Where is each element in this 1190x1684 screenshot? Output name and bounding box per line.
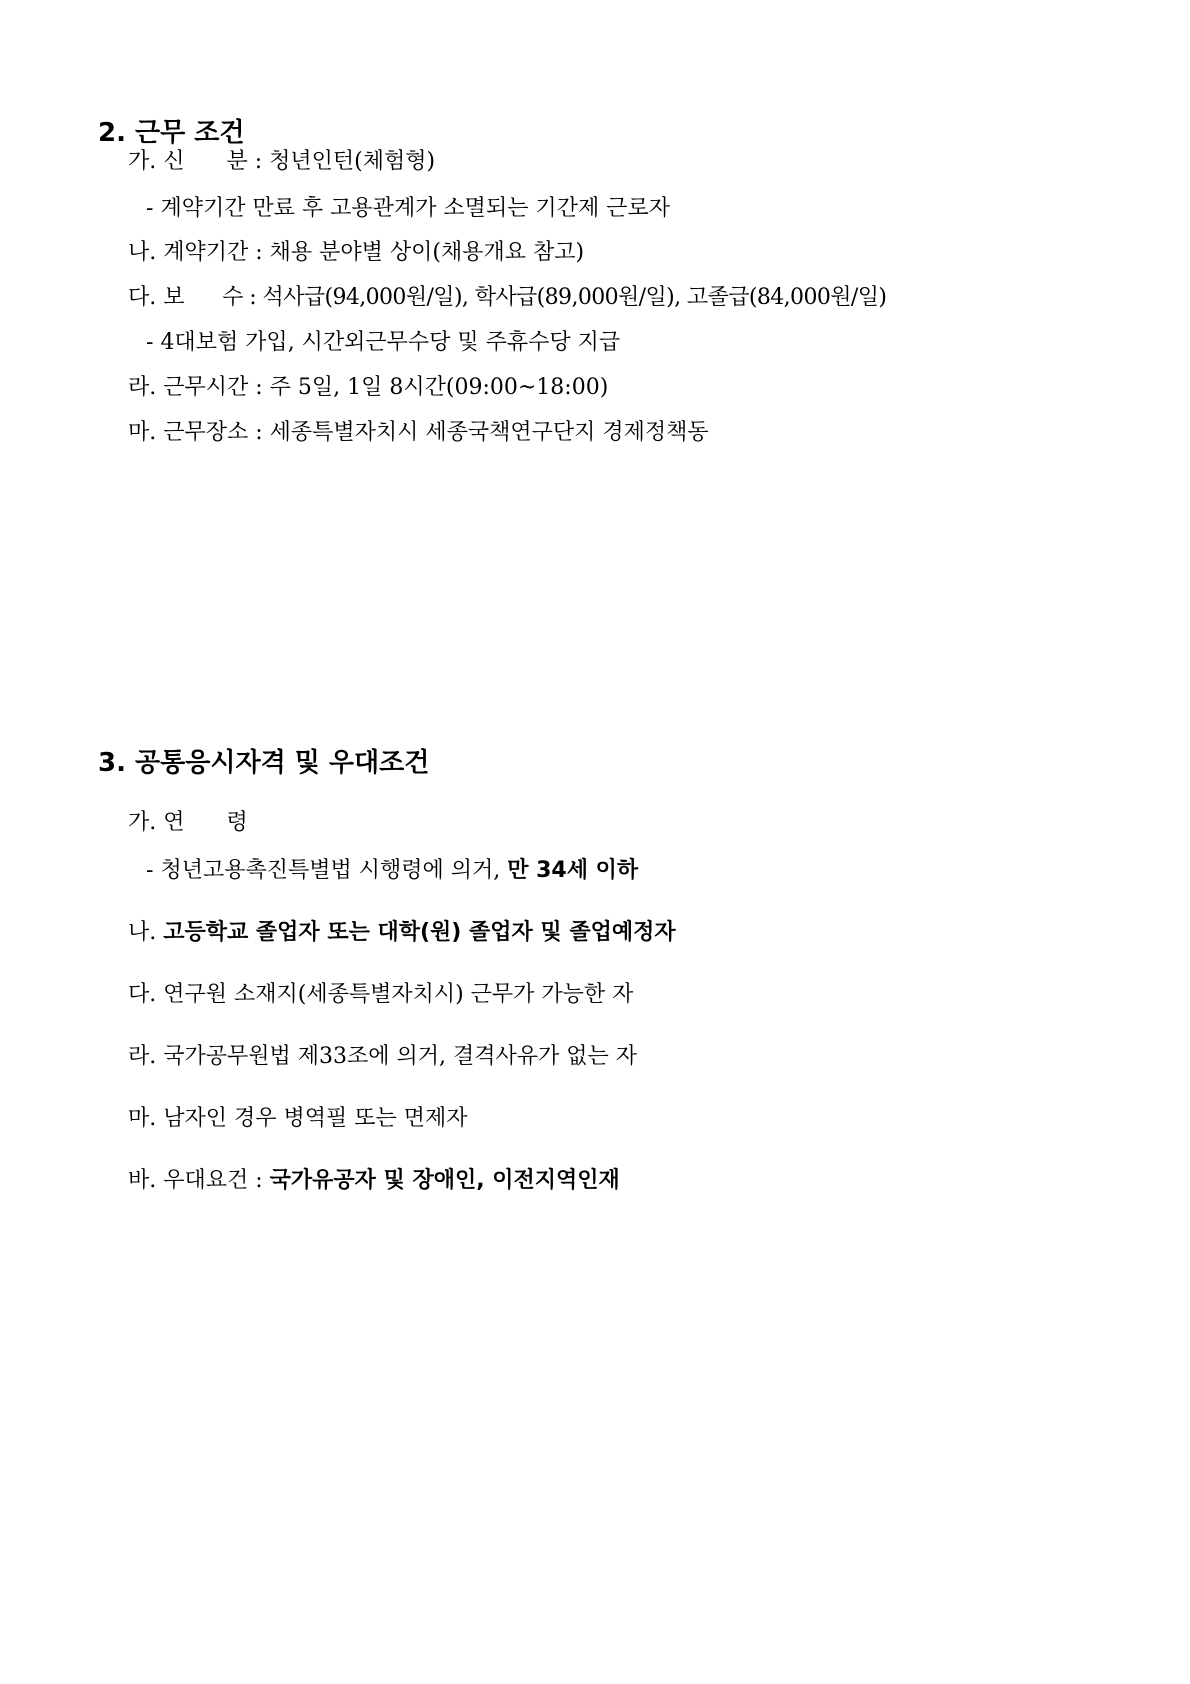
section-3-item-na bbox=[128, 918, 676, 948]
item-text: 우대요건 : bbox=[163, 1168, 263, 1193]
section-3-item-ga-detail bbox=[146, 856, 638, 886]
item-marker: 마. bbox=[128, 1106, 157, 1131]
section-2-heading: 2. 근무 조건 bbox=[98, 118, 245, 148]
dash-marker: - bbox=[146, 330, 154, 355]
item-text: 국가공무원법 제33조에 의거, 결격사유가 없는 자 bbox=[163, 1044, 637, 1069]
item-text: 남자인 경우 병역필 또는 면제자 bbox=[163, 1106, 468, 1131]
education-requirement: 고등학교 졸업자 또는 대학(원) 졸업자 및 졸업예정자 bbox=[163, 920, 676, 945]
section-2-item-da bbox=[128, 283, 886, 313]
section-2-item-ga-detail bbox=[146, 194, 670, 224]
item-marker: 다. bbox=[128, 982, 157, 1007]
section-2-item-da-detail bbox=[146, 328, 620, 358]
age-limit-emphasis: 만 34세 이하 bbox=[507, 858, 639, 883]
item-text: 계약기간 만료 후 고용관계가 소멸되는 기간제 근로자 bbox=[160, 196, 670, 221]
section-2-item-ga bbox=[128, 147, 435, 177]
section-3-item-da bbox=[128, 980, 633, 1010]
item-marker: 가. bbox=[128, 149, 157, 174]
section-3-item-ba bbox=[128, 1166, 620, 1196]
item-text: 근무시간 : 주 5일, 1일 8시간(09:00~18:00) bbox=[163, 375, 609, 400]
section-2-item-ma bbox=[128, 418, 709, 448]
item-marker: 나. bbox=[128, 240, 157, 265]
item-text: 청년고용촉진특별법 시행령에 의거, bbox=[160, 858, 501, 883]
item-marker: 마. bbox=[128, 420, 157, 445]
section-3-item-ma bbox=[128, 1104, 468, 1134]
item-marker: 가. bbox=[128, 810, 157, 835]
item-text: 4대보험 가입, 시간외근무수당 및 주휴수당 지급 bbox=[160, 330, 621, 355]
item-text: 계약기간 : 채용 분야별 상이(채용개요 참고) bbox=[163, 240, 585, 265]
section-3-heading: 3. 공통응시자격 및 우대조건 bbox=[98, 748, 430, 778]
preference-emphasis: 국가유공자 및 장애인, 이전지역인재 bbox=[269, 1168, 620, 1193]
dash-marker: - bbox=[146, 858, 154, 883]
item-marker: 라. bbox=[128, 375, 157, 400]
section-2-item-na bbox=[128, 238, 584, 268]
item-marker: 바. bbox=[128, 1168, 157, 1193]
section-2-item-ra bbox=[128, 373, 608, 403]
item-text: 연구원 소재지(세종특별자치시) 근무가 가능한 자 bbox=[163, 982, 634, 1007]
section-3-item-ga bbox=[128, 808, 248, 838]
section-3-item-ra bbox=[128, 1042, 637, 1072]
dash-marker: - bbox=[146, 196, 154, 221]
item-text: 연 령 bbox=[163, 810, 248, 835]
item-text: 신 분 : 청년인턴(체험형) bbox=[163, 149, 436, 174]
item-marker: 라. bbox=[128, 1044, 157, 1069]
item-text: 근무장소 : 세종특별자치시 세종국책연구단지 경제정책동 bbox=[163, 420, 709, 445]
item-marker: 다. bbox=[128, 285, 157, 310]
item-text: 보 수 : 석사급(94,000원/일), 학사급(89,000원/일), 고졸급(84,000원/일) bbox=[163, 285, 887, 310]
item-marker: 나. bbox=[128, 920, 157, 945]
